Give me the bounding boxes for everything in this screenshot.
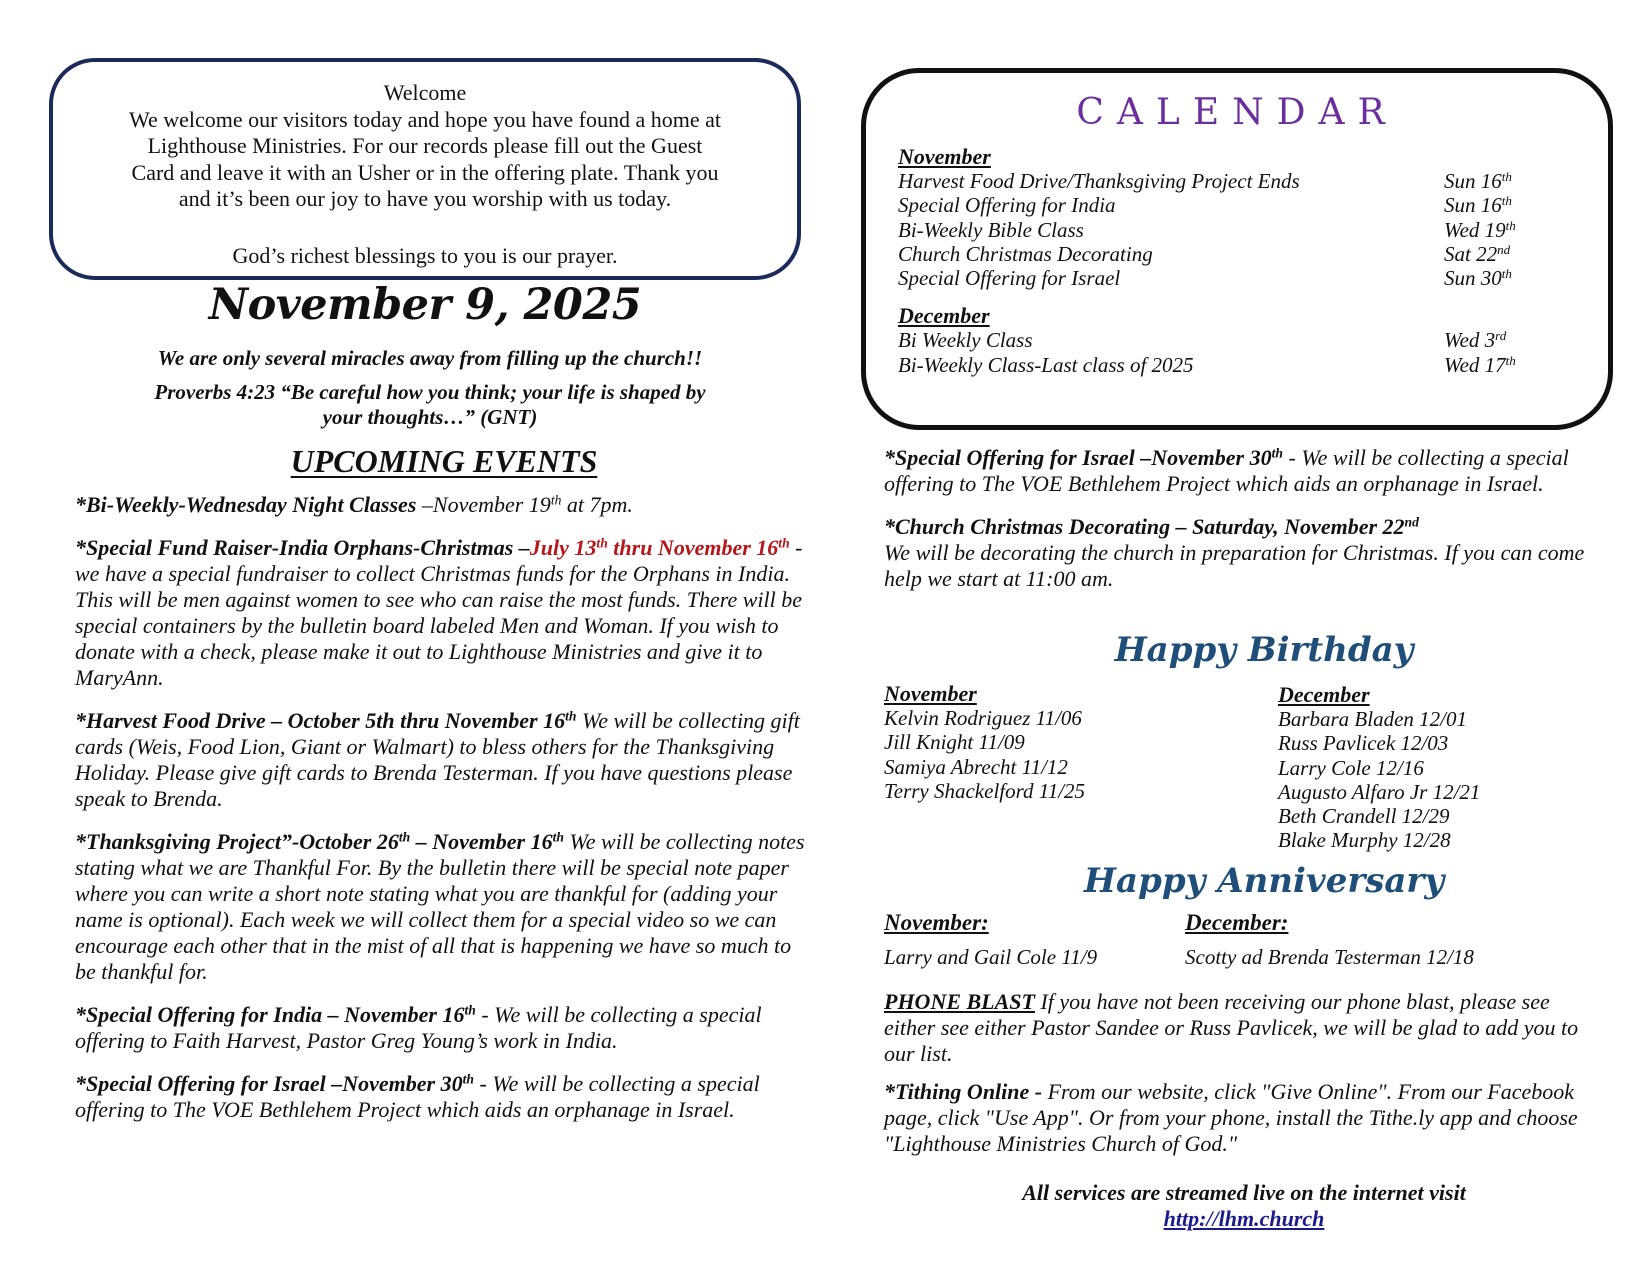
calendar-row (898, 353, 1528, 377)
event-body: - We will be collecting a special offering to The VOE Bethlehem Project which aids an orphanage in Israel. (884, 445, 1569, 496)
event-body: - We will be collecting a special offering to The VOE Bethlehem Project which aids an orphanage in Israel. (75, 1071, 760, 1122)
event-offering-israel-right (884, 445, 1604, 497)
anniversary-title: Happy Anniversary (1083, 861, 1445, 901)
event-body: - we have a special fundraiser to collect Christmas funds for the Orphans in India. This will be men against women to see who can raise the most funds. There will be special containers by the bulletin board labeled Men and Woman. If you wish to donate with a check, please make it out to Lighthouse Ministries and give it to MaryAnn. (75, 535, 803, 690)
event-christmas-decorating (884, 514, 1604, 592)
month-label: December (1278, 682, 1370, 707)
event-offering-israel (75, 1071, 810, 1123)
calendar-day: Sun 16 (1444, 193, 1502, 218)
tithing-online (884, 1079, 1604, 1157)
birthday-november (884, 681, 1085, 803)
ordinal: th (464, 1002, 476, 1018)
calendar-row (898, 242, 1528, 266)
birthday-title: Happy Birthday (1114, 630, 1414, 670)
birthday-entry: Terry Shackelford 11/25 (884, 778, 1086, 803)
right-events (884, 445, 1604, 609)
welcome-line: Lighthouse Ministries. For our records please fill out the Guest (147, 133, 703, 158)
ordinal: th (1505, 217, 1516, 233)
verse-line: Proverbs 4:23 “Be careful how you think; your life is shaped by (154, 380, 706, 404)
website-link[interactable]: http://lhm.church (1163, 1206, 1325, 1231)
birthday-entry: Samiya Abrecht 11/12 (884, 754, 1068, 779)
calendar-date (1444, 218, 1528, 242)
calendar-event: Bi-Weekly Bible Class (898, 217, 1084, 242)
birthday-entry: Beth Crandell 12/29 (1278, 804, 1450, 829)
welcome-box (49, 58, 801, 280)
event-bible-class (75, 492, 810, 518)
calendar-date (1444, 353, 1528, 377)
calendar-date (1444, 266, 1528, 290)
birthday-entry: Augusto Alfaro Jr 12/21 (1278, 779, 1481, 804)
event-title: *Church Christmas Decorating – Saturday, November 22 (884, 514, 1405, 539)
calendar-day: Wed 17 (1444, 352, 1506, 377)
ordinal: th (552, 829, 564, 845)
event-body: We will be decorating the church in preparation for Christmas. If you can come help we start at 11:00 am. (884, 540, 1585, 591)
event-thanksgiving-project (75, 829, 810, 985)
calendar-date (1444, 328, 1528, 352)
event-title: *Harvest Food Drive – October 5th thru November 16 (75, 708, 566, 733)
calendar-month-label: December (898, 303, 990, 329)
event-offering-india (75, 1002, 810, 1054)
ordinal: th (1501, 266, 1512, 282)
ordinal: nd (1497, 241, 1511, 257)
event-title: *Special Offering for India – November 16 (75, 1002, 465, 1027)
ordinal: th (1501, 168, 1512, 184)
calendar-list (898, 145, 1528, 377)
birthday-entry: Kelvin Rodriguez 11/06 (884, 706, 1082, 730)
ordinal: th (1505, 352, 1516, 368)
calendar-date (1444, 193, 1528, 217)
calendar-row (898, 193, 1528, 217)
event-date-end: thru November 16 (613, 535, 779, 560)
phone-blast-heading: PHONE BLAST (884, 989, 1035, 1014)
birthday-december (1278, 682, 1480, 853)
birthday-entry: Jill Knight 11/09 (884, 730, 1025, 755)
calendar-event: Bi-Weekly Class-Last class of 2025 (898, 352, 1194, 377)
phone-blast (884, 989, 1604, 1067)
calendar-title: CALENDAR (1076, 92, 1398, 133)
ordinal: nd (1404, 514, 1419, 530)
month-label: November (884, 681, 977, 706)
calendar-day: Sun 30 (1444, 266, 1502, 291)
tithing-heading: *Tithing Online - (884, 1079, 1043, 1104)
birthday-entry: Blake Murphy 12/28 (1278, 828, 1451, 853)
event-body: We will be collecting notes stating what we are Thankful For. By the bulletin there will be special note paper where you can write a short note stating what you are thankful for (adding your name is optional). Each week we will collect them for a special video so we can encourage each other that in the mist of all that is happening we have so much to be thankful for. (75, 829, 805, 984)
calendar-event: Special Offering for India (898, 193, 1116, 218)
calendar-event: Bi Weekly Class (898, 328, 1033, 353)
calendar-day: Sat 22 (1444, 241, 1498, 266)
event-body: We will be collecting gift cards (Weis, Food Lion, Giant or Walmart) to bless others for the Thanksgiving Holiday. Please give gift cards to Brenda Testerman. If you have questions please speak to Brenda. (75, 708, 800, 811)
event-title: *Special Offering for Israel –November 30 (884, 445, 1272, 470)
event-harvest-food-drive (75, 708, 810, 812)
calendar-date (1444, 169, 1528, 193)
phone-blast-body: If you have not been receiving our phone blast, please see either see either Pastor Sandee or Russ Pavlicek, we will be glad to add you to our list. (884, 989, 1579, 1066)
upcoming-events-list (75, 492, 810, 1140)
ordinal: th (398, 829, 411, 845)
bulletin-date: November 9, 2025 (208, 280, 642, 330)
welcome-line: We welcome our visitors today and hope you have found a home at (128, 106, 722, 132)
ordinal: th (462, 1071, 474, 1087)
event-time: at 7pm. (561, 492, 633, 517)
verse-line: your thoughts…” (GNT) (322, 404, 538, 429)
welcome-title: Welcome (383, 80, 467, 105)
tithing-body: From our website, click "Give Online". From our Facebook page, click "Use App". Or from your phone, install the Tithe.ly app and choose "Lighthouse Ministries Church of God." (884, 1079, 1578, 1156)
upcoming-events-heading: UPCOMING EVENTS (290, 443, 598, 479)
welcome-blessing: God’s richest blessings to you is our prayer. (232, 242, 618, 268)
calendar-event: Special Offering for Israel (898, 266, 1121, 291)
calendar-month-label: November (898, 144, 991, 169)
ordinal: th (596, 535, 608, 551)
calendar-day: Wed 19 (1444, 217, 1506, 242)
ordinal: th (1501, 193, 1512, 209)
calendar-event: Church Christmas Decorating (898, 241, 1153, 266)
ordinal: th (565, 708, 577, 724)
welcome-line: Card and leave it with an Usher or in the offering plate. Thank you (131, 159, 719, 185)
anniversary-november-label: November: (884, 910, 989, 935)
event-date: –November 19 (416, 492, 551, 517)
welcome-line: and it’s been our joy to have you worship with us today. (178, 186, 672, 211)
event-title: *Special Offering for Israel –November 30 (75, 1071, 463, 1096)
calendar-event: Harvest Food Drive/Thanksgiving Project Ends (898, 169, 1300, 193)
ordinal: th (1271, 445, 1283, 461)
event-fund-raiser (75, 535, 810, 691)
tagline: We are only several miracles away from filling up the church!! (157, 346, 703, 370)
verse (60, 380, 800, 429)
birthday-entry: Russ Pavlicek 12/03 (1278, 731, 1449, 756)
calendar-row (898, 169, 1528, 193)
event-title: *Thanksgiving Project”-October 26 (75, 829, 399, 854)
stream-text: All services are streamed live on the internet visit (1022, 1180, 1466, 1205)
calendar-row (898, 328, 1528, 352)
calendar-row (898, 218, 1528, 242)
calendar-day: Sun 16 (1444, 169, 1502, 193)
anniversary-december-label: December: (1185, 910, 1289, 935)
stream-notice (884, 1180, 1604, 1232)
ordinal: rd (1495, 328, 1507, 344)
birthday-entry: Larry Cole 12/16 (1278, 755, 1424, 780)
calendar-date (1444, 242, 1528, 266)
notices (884, 989, 1604, 1169)
anniversary-november-entry: Larry and Gail Cole 11/9 (884, 945, 1098, 969)
event-title-end: – November 16 (410, 829, 553, 854)
event-body: - We will be collecting a special offering to Faith Harvest, Pastor Greg Young’s work in India. (75, 1002, 762, 1053)
birthday-entry: Barbara Bladen 12/01 (1278, 707, 1467, 731)
event-date-start: July 13 (529, 535, 597, 560)
anniversary-december-entry: Scotty ad Brenda Testerman 12/18 (1185, 945, 1474, 969)
ordinal: th (778, 535, 790, 551)
calendar-row (898, 266, 1528, 290)
ordinal: th (550, 492, 562, 508)
event-title: *Bi-Weekly-Wednesday Night Classes (75, 492, 417, 517)
calendar-day: Wed 3 (1444, 328, 1496, 353)
event-title: *Special Fund Raiser-India Orphans-Christmas – (75, 535, 530, 560)
